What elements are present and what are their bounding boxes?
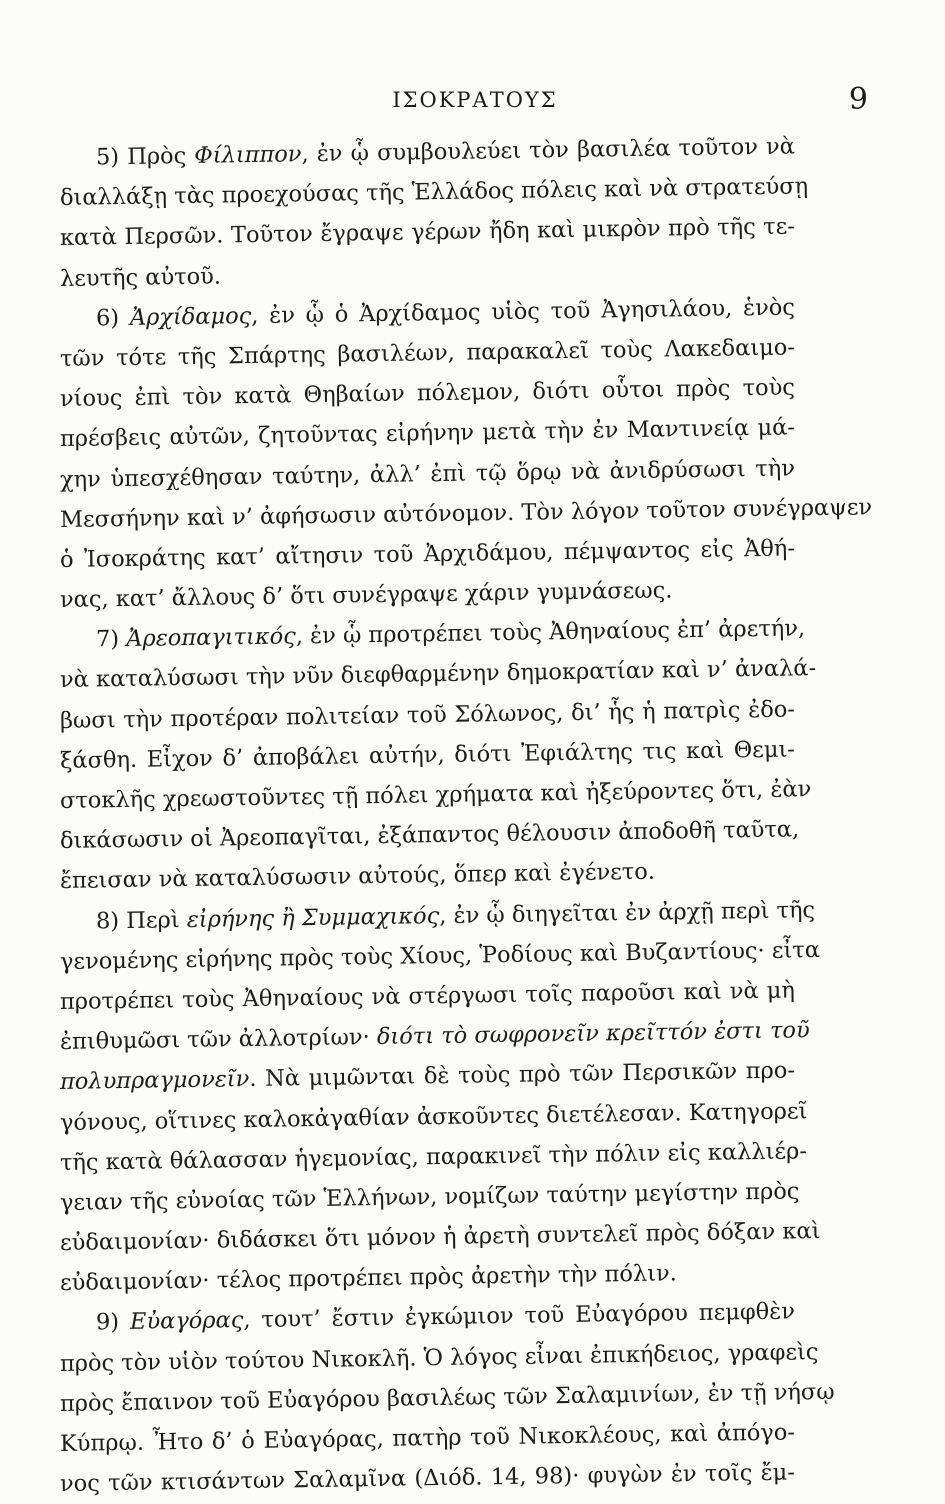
text-segment: νίους ἐπὶ τὸν κατὰ Θηβαίων πόλεμον, διότι οὗτοι πρὸς τοὺς <box>59 374 796 413</box>
text-segment: στοκλῆς χρεωστοῦντες τῇ πόλει χρήματα καὶ ἠξεύροντες ὅτι, ἐὰν <box>59 776 812 814</box>
text-segment: , τουτ’ ἔστιν ἐγκώμιον τοῦ Εὐαγόρου πεμφθὲν <box>243 1298 796 1334</box>
text-segment: νὰ καταλύσωσι τὴν νῦν διεφθαρμένην δημοκρατίαν καὶ ν’ ἀναλά- <box>59 655 817 694</box>
text-segment: 6) <box>95 304 131 332</box>
text-segment: Μεσσήνην καὶ ν’ ἀφήσωσιν αὐτόνομον. Τὸν λόγον τοῦτον συνέγραψεν <box>59 493 873 533</box>
text-segment: κατὰ Περσῶν. Τοῦτον ἔγραψε γέρων ἤδη καὶ μικρὸν πρὸ τῆς τε- <box>59 213 796 252</box>
italic-text: Ἀρχίδαμος <box>129 302 252 331</box>
page-header <box>60 82 890 128</box>
text-segment: τῶν τότε τῆς Σπάρτης βασιλέων, παρακαλεῖ τοὺς Λακεδαιμο- <box>59 334 796 372</box>
italic-text: Εὐαγόρας <box>129 1307 244 1336</box>
text-segment: προτρέπει τοὺς Ἀθηναίους νὰ στέργωσι τοῖς παροῦσι καὶ νὰ μὴ <box>59 977 796 1015</box>
text-segment: γειαν τῆς εὐνοίας τῶν Ἑλλήνων, νομίζων ταύτην μεγίστην πρὸς <box>59 1178 800 1216</box>
text-segment: βωσι τὴν προτέραν πολιτείαν τοῦ Σόλωνος, δι’ ἧς ἡ πατρὶς ἐδο- <box>59 696 796 734</box>
text-segment: ἔπεισαν νὰ καταλύσωσιν αὐτούς, ὅπερ καὶ ἐγένετο. <box>59 859 656 895</box>
italic-text: εἰρήνης ἢ Συμμαχικός <box>186 902 440 933</box>
text-segment: διαλλάξῃ τὰς προεχούσας τῆς Ἑλλάδος πόλεις καὶ νὰ στρατεύσῃ <box>59 173 809 212</box>
italic-text: πολυπραγμονεῖν <box>59 1066 250 1096</box>
text-segment: , ἐν ᾧ συμβουλεύει τὸν βασιλέα τοῦτον νὰ <box>301 133 796 168</box>
text-segment: ὁ Ἰσοκράτης κατ’ αἴτησιν τοῦ Ἀρχιδάμου, πέμψαντος εἰς Ἀθή- <box>59 535 796 573</box>
text-segment: νας, κατ’ ἄλλους δ’ ὅτι συνέγραψε χάριν γυμνάσεως. <box>59 577 673 614</box>
italic-text: Ἀρεοπαγιτικός <box>126 623 296 653</box>
text-segment: . Νὰ μιμῶνται δὲ τοὺς πρὸ τῶν Περσικῶν προ- <box>249 1057 796 1093</box>
text-segment: πρέσβεις αὐτῶν, ζητοῦντας εἰρήνην μετὰ τὴν ἐν Μαντινείᾳ μά- <box>59 414 796 453</box>
text-segment: εὐδαιμονίαν· τέλος προτρέπει πρὸς ἀρετὴν τὴν πόλιν. <box>59 1260 678 1297</box>
text-segment: , ἐν ᾧ διηγεῖται ἐν ἀρχῇ περὶ τῆς <box>439 896 816 929</box>
text-segment: Κύπρῳ. Ἦτο δ’ ὁ Εὐαγόρας, πατὴρ τοῦ Νικοκλέους, καὶ ἀπόγο- <box>59 1419 796 1457</box>
body-text <box>59 133 873 1504</box>
text-segment: 8) Περὶ <box>95 906 187 934</box>
italic-text: διότι τὸ σωφρονεῖν κρεῖττόν ἐστι τοῦ <box>376 1017 810 1051</box>
text-segment: λευτῆς αὐτοῦ. <box>59 263 222 292</box>
text-segment: 7) <box>95 626 127 653</box>
text-segment: , ἐν ᾧ προτρέπει τοὺς Ἀθηναίους ἐπ’ ἀρετήν, <box>295 615 806 650</box>
text-segment: χην ὑπεσχέθησαν ταύτην, ἀλλ’ ἐπὶ τῷ ὅρῳ νὰ ἀνιδρύσωσι τὴν <box>59 454 796 493</box>
italic-text: Φίλιππον <box>194 141 302 169</box>
text-segment: δικάσωσιν οἱ Ἀρεοπαγῖται, ἐξάπαντος θέλουσιν ἀποδοθῆ ταῦτα, <box>59 816 800 855</box>
text-segment: γενομένης εἰρήνης πρὸς τοὺς Χίους, Ῥοδίους καὶ Βυζαντίους· εἶτα <box>59 936 821 975</box>
text-segment: 5) Πρὸς <box>95 142 195 171</box>
page-number: 9 <box>848 82 868 117</box>
text-segment: ξάσθη. Εἶχον δ’ ἀποβάλει αὐτήν, διότι Ἐφιάλτης τις καὶ Θεμι- <box>59 736 796 774</box>
text-segment: γόνους, οἵτινες καλοκἀγαθίαν ἀσκοῦντες διετέλεσαν. Κατηγορεῖ <box>59 1097 808 1136</box>
running-title: ΙΣΟΚΡΑΤΟΥΣ <box>392 88 558 112</box>
text-segment: νος τῶν κτισάντων Σαλαμῖνα (Διόδ. 14, 98)· φυγὼν ἐν τοῖς ἔμ- <box>59 1459 796 1498</box>
text-segment: πρὸς ἔπαινον τοῦ Εὐαγόρου βασιλέως τῶν Σαλαμινίων, ἐν τῇ νήσῳ <box>59 1378 835 1417</box>
text-segment: εὐδαιμονίαν· διδάσκει ὅτι μόνον ἡ ἀρετὴ συντελεῖ πρὸς δόξαν καὶ <box>59 1218 821 1257</box>
text-segment: , ἐν ᾧ ὁ Ἀρχίδαμος υἱὸς τοῦ Ἀγησιλάου, ἑνὸς <box>251 294 796 329</box>
text-segment: ἐπιθυμῶσι τῶν ἀλλοτρίων· <box>59 1024 378 1056</box>
text-segment: πρὸς τὸν υἱὸν τούτου Νικοκλῆ. Ὁ λόγος εἶναι ἐπικήδειος, γραφεὶς <box>59 1338 819 1377</box>
text-segment: τῆς κατὰ θάλασσαν ἡγεμονίας, παρακινεῖ τὴν πόλιν εἰς καλλιέρ- <box>59 1137 808 1176</box>
text-segment: 9) <box>95 1309 131 1336</box>
